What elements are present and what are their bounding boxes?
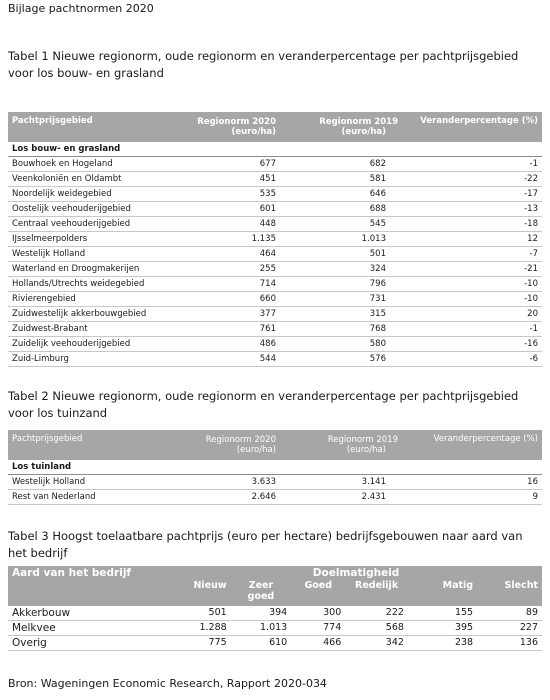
cell-nieuw: 775 bbox=[170, 636, 231, 651]
table-row bbox=[8, 606, 542, 621]
cell-veranderpercentage: -13 bbox=[416, 202, 542, 217]
cell-nieuw: 501 bbox=[170, 606, 231, 621]
cell-gebied: Westelijk Holland bbox=[8, 475, 180, 490]
cell-regionorm-2019: 581 bbox=[280, 172, 416, 187]
cell-gebied: Rest van Nederland bbox=[8, 490, 180, 505]
cell-regionorm-2020: 464 bbox=[180, 247, 280, 262]
table-row bbox=[8, 337, 542, 352]
cell-regionorm-2019: 315 bbox=[280, 307, 416, 322]
cell-veranderpercentage: 9 bbox=[416, 490, 542, 505]
cell-gebied: Bouwhoek en Hogeland bbox=[8, 157, 180, 172]
cell-regionorm-2020: 544 bbox=[180, 352, 280, 367]
cell-zeer-goed: 394 bbox=[231, 606, 292, 621]
cell-veranderpercentage: -18 bbox=[416, 217, 542, 232]
table3-col-slecht: Slecht bbox=[477, 580, 542, 606]
cell-regionorm-2019: 796 bbox=[280, 277, 416, 292]
cell-matig: 155 bbox=[408, 606, 477, 621]
cell-veranderpercentage: -17 bbox=[416, 187, 542, 202]
cell-regionorm-2019: 576 bbox=[280, 352, 416, 367]
cell-gebied: Hollands/Utrechts weidegebied bbox=[8, 277, 180, 292]
cell-regionorm-2019: 682 bbox=[280, 157, 416, 172]
table1-header-pct: Veranderpercentage (%) bbox=[416, 112, 542, 142]
cell-aard: Akkerbouw bbox=[8, 606, 170, 621]
cell-regionorm-2020: 660 bbox=[180, 292, 280, 307]
table1-header-2019: Regionorm 2019 (euro/ha) bbox=[280, 112, 416, 142]
cell-regionorm-2019: 3.141 bbox=[280, 475, 416, 490]
cell-regionorm-2019: 688 bbox=[280, 202, 416, 217]
table3-col-zeer-goed: Zeer goed bbox=[231, 580, 292, 606]
cell-veranderpercentage: -10 bbox=[416, 277, 542, 292]
table-row bbox=[8, 157, 542, 172]
document-title: Bijlage pachtnormen 2020 bbox=[8, 2, 154, 15]
table-row bbox=[8, 636, 542, 651]
cell-aard: Overig bbox=[8, 636, 170, 651]
cell-veranderpercentage: -7 bbox=[416, 247, 542, 262]
cell-veranderpercentage: -16 bbox=[416, 337, 542, 352]
cell-veranderpercentage: 16 bbox=[416, 475, 542, 490]
cell-gebied: Zuidwest-Brabant bbox=[8, 322, 180, 337]
cell-nieuw: 1.288 bbox=[170, 621, 231, 636]
table1-header-gebied: Pachtprijsgebied bbox=[8, 112, 180, 142]
cell-gebied: Zuid-Limburg bbox=[8, 352, 180, 367]
cell-veranderpercentage: -21 bbox=[416, 262, 542, 277]
cell-zeer-goed: 1.013 bbox=[231, 621, 292, 636]
cell-regionorm-2019: 646 bbox=[280, 187, 416, 202]
cell-veranderpercentage: 12 bbox=[416, 232, 542, 247]
table-row bbox=[8, 352, 542, 367]
table-row bbox=[8, 475, 542, 490]
cell-goed: 774 bbox=[291, 621, 345, 636]
table2-caption: Tabel 2 Nieuwe regionorm, oude regionorm en veranderpercentage per pachtprijsgebied voor los tuinzand bbox=[8, 389, 519, 420]
table3-col-goed: Goed bbox=[291, 580, 345, 606]
cell-redelijk: 342 bbox=[345, 636, 408, 651]
table-row bbox=[8, 202, 542, 217]
table1-caption: Tabel 1 Nieuwe regionorm, oude regionorm en veranderpercentage per pachtprijsgebied voor los bouw- en grasland bbox=[8, 49, 519, 80]
table2-header-gebied: Pachtprijsgebied bbox=[8, 430, 180, 460]
table3 bbox=[8, 566, 542, 651]
cell-regionorm-2020: 601 bbox=[180, 202, 280, 217]
table-row bbox=[8, 172, 542, 187]
table2 bbox=[8, 430, 542, 505]
cell-regionorm-2020: 761 bbox=[180, 322, 280, 337]
table-row bbox=[8, 307, 542, 322]
table3-col-matig: Matig bbox=[408, 580, 477, 606]
cell-redelijk: 568 bbox=[345, 621, 408, 636]
cell-regionorm-2019: 2.431 bbox=[280, 490, 416, 505]
table-row bbox=[8, 292, 542, 307]
table2-header-2019: Regionorm 2019 (euro/ha) bbox=[280, 430, 416, 460]
cell-regionorm-2019: 501 bbox=[280, 247, 416, 262]
cell-gebied: Veenkoloniën en Oldambt bbox=[8, 172, 180, 187]
source-note: Bron: Wageningen Economic Research, Rapport 2020-034 bbox=[8, 677, 327, 690]
cell-regionorm-2019: 1.013 bbox=[280, 232, 416, 247]
table3-header-aard: Aard van het bedrijf bbox=[8, 566, 170, 580]
cell-regionorm-2019: 324 bbox=[280, 262, 416, 277]
table3-caption: Tabel 3 Hoogst toelaatbare pachtprijs (euro per hectare) bedrijfsgebouwen naar aard van het bedrijf bbox=[8, 529, 523, 560]
cell-redelijk: 222 bbox=[345, 606, 408, 621]
cell-regionorm-2019: 731 bbox=[280, 292, 416, 307]
cell-veranderpercentage: -10 bbox=[416, 292, 542, 307]
cell-regionorm-2020: 535 bbox=[180, 187, 280, 202]
cell-regionorm-2020: 3.633 bbox=[180, 475, 280, 490]
table-row bbox=[8, 217, 542, 232]
cell-gebied: Westelijk Holland bbox=[8, 247, 180, 262]
table3-col-nieuw: Nieuw bbox=[170, 580, 231, 606]
table-row bbox=[8, 262, 542, 277]
cell-goed: 466 bbox=[291, 636, 345, 651]
table-row bbox=[8, 621, 542, 636]
cell-regionorm-2020: 1.135 bbox=[180, 232, 280, 247]
cell-regionorm-2020: 486 bbox=[180, 337, 280, 352]
cell-regionorm-2020: 255 bbox=[180, 262, 280, 277]
cell-regionorm-2020: 377 bbox=[180, 307, 280, 322]
cell-regionorm-2019: 768 bbox=[280, 322, 416, 337]
cell-regionorm-2020: 677 bbox=[180, 157, 280, 172]
table1-section-label: Los bouw- en grasland bbox=[8, 142, 542, 157]
cell-gebied: Zuidwestelijk akkerbouwgebied bbox=[8, 307, 180, 322]
table-row bbox=[8, 247, 542, 262]
table2-header-2020: Regionorm 2020 (euro/ha) bbox=[180, 430, 280, 460]
table-row bbox=[8, 490, 542, 505]
cell-goed: 300 bbox=[291, 606, 345, 621]
table-row bbox=[8, 277, 542, 292]
table2-header-pct: Veranderpercentage (%) bbox=[416, 430, 542, 460]
cell-regionorm-2020: 448 bbox=[180, 217, 280, 232]
cell-aard: Melkvee bbox=[8, 621, 170, 636]
cell-slecht: 89 bbox=[477, 606, 542, 621]
cell-regionorm-2020: 451 bbox=[180, 172, 280, 187]
cell-veranderpercentage: -6 bbox=[416, 352, 542, 367]
cell-veranderpercentage: -1 bbox=[416, 322, 542, 337]
cell-regionorm-2020: 714 bbox=[180, 277, 280, 292]
table3-col-redelijk: Redelijk bbox=[345, 580, 408, 606]
cell-matig: 395 bbox=[408, 621, 477, 636]
table-row bbox=[8, 187, 542, 202]
cell-zeer-goed: 610 bbox=[231, 636, 292, 651]
cell-regionorm-2020: 2.646 bbox=[180, 490, 280, 505]
table1-header-2020: Regionorm 2020 (euro/ha) bbox=[180, 112, 280, 142]
table-row bbox=[8, 232, 542, 247]
cell-gebied: Centraal veehouderijgebied bbox=[8, 217, 180, 232]
cell-gebied: Rivierengebied bbox=[8, 292, 180, 307]
cell-gebied: Waterland en Droogmakerijen bbox=[8, 262, 180, 277]
table2-section-label: Los tuinland bbox=[8, 460, 542, 475]
cell-veranderpercentage: 20 bbox=[416, 307, 542, 322]
table3-header-doelmatigheid: Doelmatigheid bbox=[170, 566, 542, 580]
cell-slecht: 227 bbox=[477, 621, 542, 636]
cell-regionorm-2019: 580 bbox=[280, 337, 416, 352]
table1 bbox=[8, 112, 542, 367]
table-row bbox=[8, 322, 542, 337]
cell-slecht: 136 bbox=[477, 636, 542, 651]
cell-gebied: IJsselmeerpolders bbox=[8, 232, 180, 247]
cell-veranderpercentage: -1 bbox=[416, 157, 542, 172]
cell-gebied: Zuidelijk veehouderijgebied bbox=[8, 337, 180, 352]
cell-veranderpercentage: -22 bbox=[416, 172, 542, 187]
cell-regionorm-2019: 545 bbox=[280, 217, 416, 232]
cell-gebied: Noordelijk weidegebied bbox=[8, 187, 180, 202]
cell-matig: 238 bbox=[408, 636, 477, 651]
cell-gebied: Oostelijk veehouderijgebied bbox=[8, 202, 180, 217]
